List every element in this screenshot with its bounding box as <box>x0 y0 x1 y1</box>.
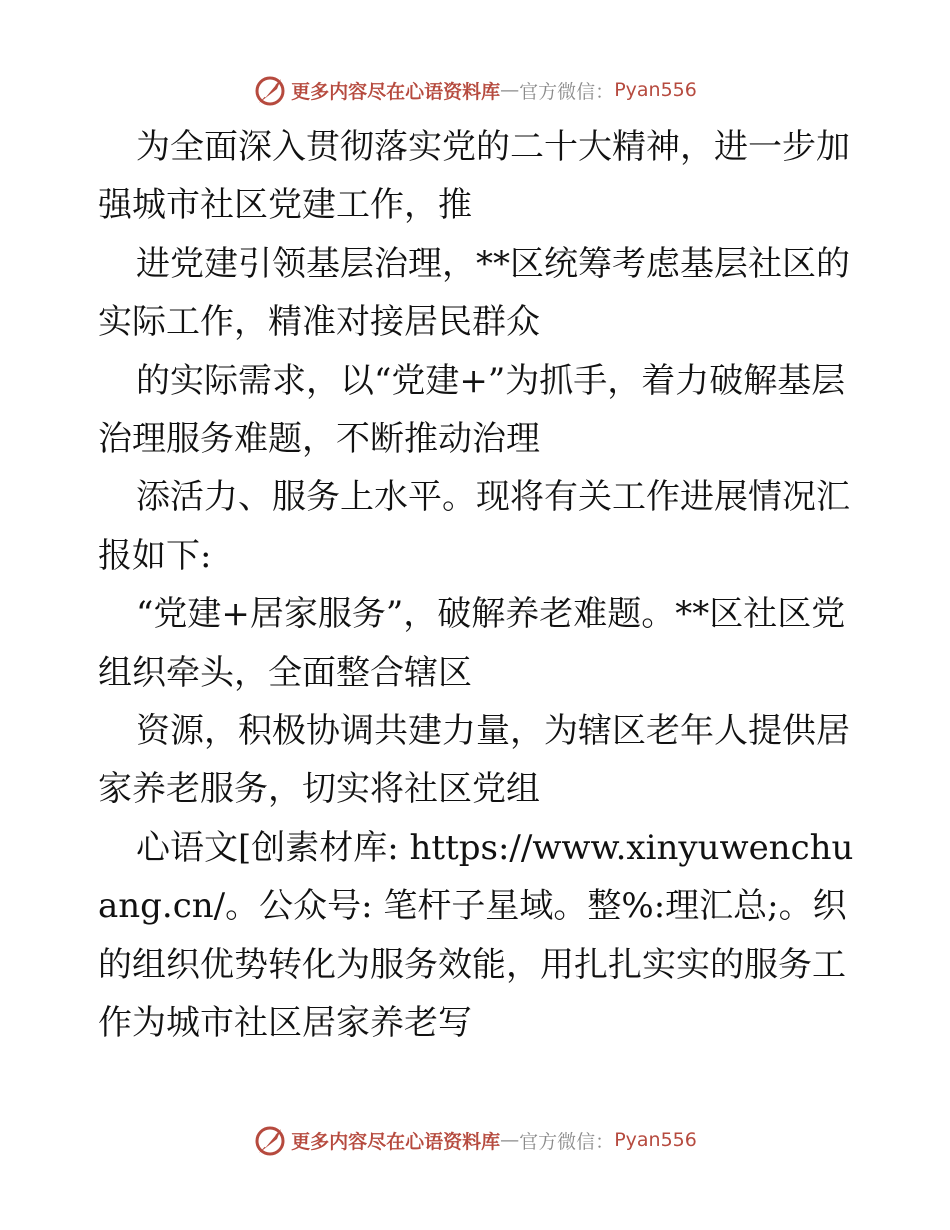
banner-site-name: 心语资料库 <box>405 80 501 103</box>
banner-separator: — <box>500 1129 520 1151</box>
banner-site-name: 心语资料库 <box>405 1130 501 1153</box>
body-paragraph-2: 进党建引领基层治理，**区统筹考虑基层社区的实际工作，精准对接居民群众 <box>98 243 850 343</box>
body-paragraph-5: “党建+居家服务”，破解养老难题。**区社区党组织牵头，全面整合辖区 <box>98 594 846 693</box>
body-paragraph-3: 的实际需求，以“党建+”为抓手，着力破解基层治理服务难题，不断推动治理 <box>98 360 846 460</box>
footer-watermark-banner <box>0 1120 950 1160</box>
banner-wechat-id: Pyan556 <box>614 1129 697 1151</box>
header-watermark-banner <box>0 70 950 110</box>
banner-official-label: 官方微信： <box>519 1130 615 1153</box>
banner-wechat-id: Pyan556 <box>614 79 697 101</box>
quill-logo-icon <box>253 1123 287 1157</box>
document-body <box>98 118 858 1053</box>
body-paragraph-7: 心语文[创素材库: https://www.xinyuwenchuang.cn/。公众号: 笔杆子星域。整%:理汇总;。织的组织优势转化为服务效能，用扎扎实实的服务工作为城市社区居家养老写 <box>98 827 854 1044</box>
body-paragraph-6: 资源，积极协调共建力量，为辖区老年人提供居家养老服务，切实将社区党组 <box>98 711 850 810</box>
body-paragraph-4: 添活力、服务上水平。现将有关工作进展情况汇报如下: <box>98 477 850 576</box>
banner-official-label: 官方微信： <box>519 80 615 103</box>
banner-lead-text: 更多内容尽在 <box>291 1130 406 1153</box>
quill-logo-icon <box>253 73 287 107</box>
banner-separator: — <box>500 79 520 101</box>
body-paragraph-1: 为全面深入贯彻落实党的二十大精神，进一步加强城市社区党建工作，推 <box>98 127 850 226</box>
banner-lead-text: 更多内容尽在 <box>291 80 406 103</box>
